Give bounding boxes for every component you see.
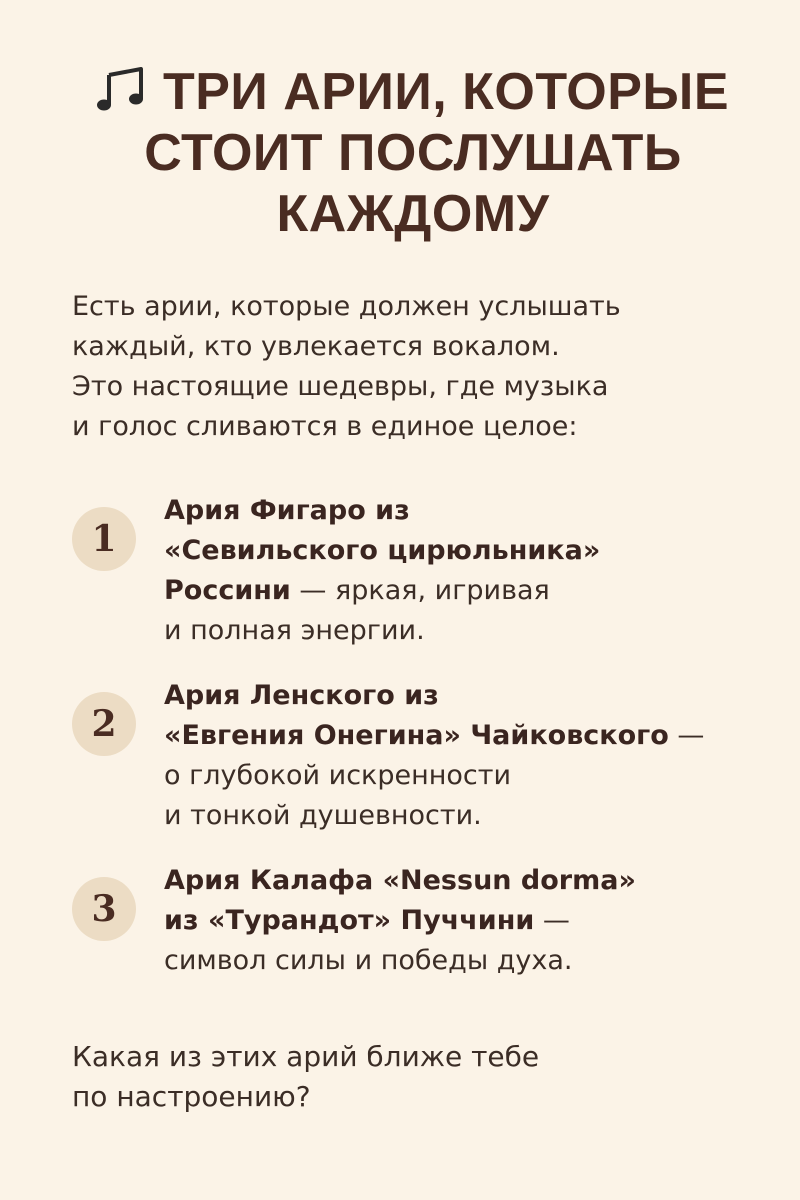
aria-composer: «Евгения Онегина» Чайковского (164, 720, 669, 751)
aria-item-lensky (72, 676, 760, 836)
page-title (68, 62, 758, 245)
outro-line: по настроению? (72, 1080, 311, 1113)
title-line-1: ТРИ АРИИ, КОТОРЫЕ (97, 63, 729, 121)
aria-title-line: Ария Ленского из (164, 680, 439, 711)
aria-description: — (534, 905, 570, 936)
music-note-icon (97, 67, 147, 111)
closing-question (72, 1037, 760, 1117)
intro-line: Это настоящие шедевры, где музыка (72, 371, 609, 402)
title-line-2: СТОИТ ПОСЛУШАТЬ (144, 124, 682, 182)
aria-list (72, 491, 760, 981)
title-line-3: КАЖДОМУ (276, 185, 550, 243)
aria-description-line: о глубокой искренности (164, 760, 512, 791)
number-badge: 3 (72, 877, 136, 941)
aria-mixed-line (164, 901, 760, 941)
aria-title-line: Ария Калафа «Nessun dorma» (164, 865, 636, 896)
aria-mixed-line (164, 571, 760, 611)
intro-paragraph (72, 287, 712, 447)
aria-composer: Россини (164, 575, 291, 606)
intro-line: Есть арии, которые должен услышать (72, 291, 621, 322)
aria-description: — яркая, игривая (290, 575, 550, 606)
intro-line: и голос сливаются в единое целое: (72, 411, 578, 442)
number-badge: 1 (72, 507, 136, 571)
aria-mixed-line (164, 716, 760, 756)
aria-description-line: и полная энергии. (164, 615, 425, 646)
aria-item-figaro (72, 491, 760, 651)
aria-description-line: и тонкой душевности. (164, 800, 482, 831)
number-badge: 2 (72, 692, 136, 756)
aria-description: — (668, 720, 705, 751)
intro-line: каждый, кто увлекается вокалом. (72, 331, 560, 362)
aria-description-line: символ силы и победы духа. (164, 945, 573, 976)
aria-composer: из «Турандот» Пуччини (164, 905, 535, 936)
aria-item-calaf (72, 861, 760, 981)
aria-title-line: Ария Фигаро из (164, 495, 410, 526)
aria-title-line: «Севильского цирюльника» (164, 535, 601, 566)
outro-line: Какая из этих арий ближе тебе (72, 1040, 540, 1073)
